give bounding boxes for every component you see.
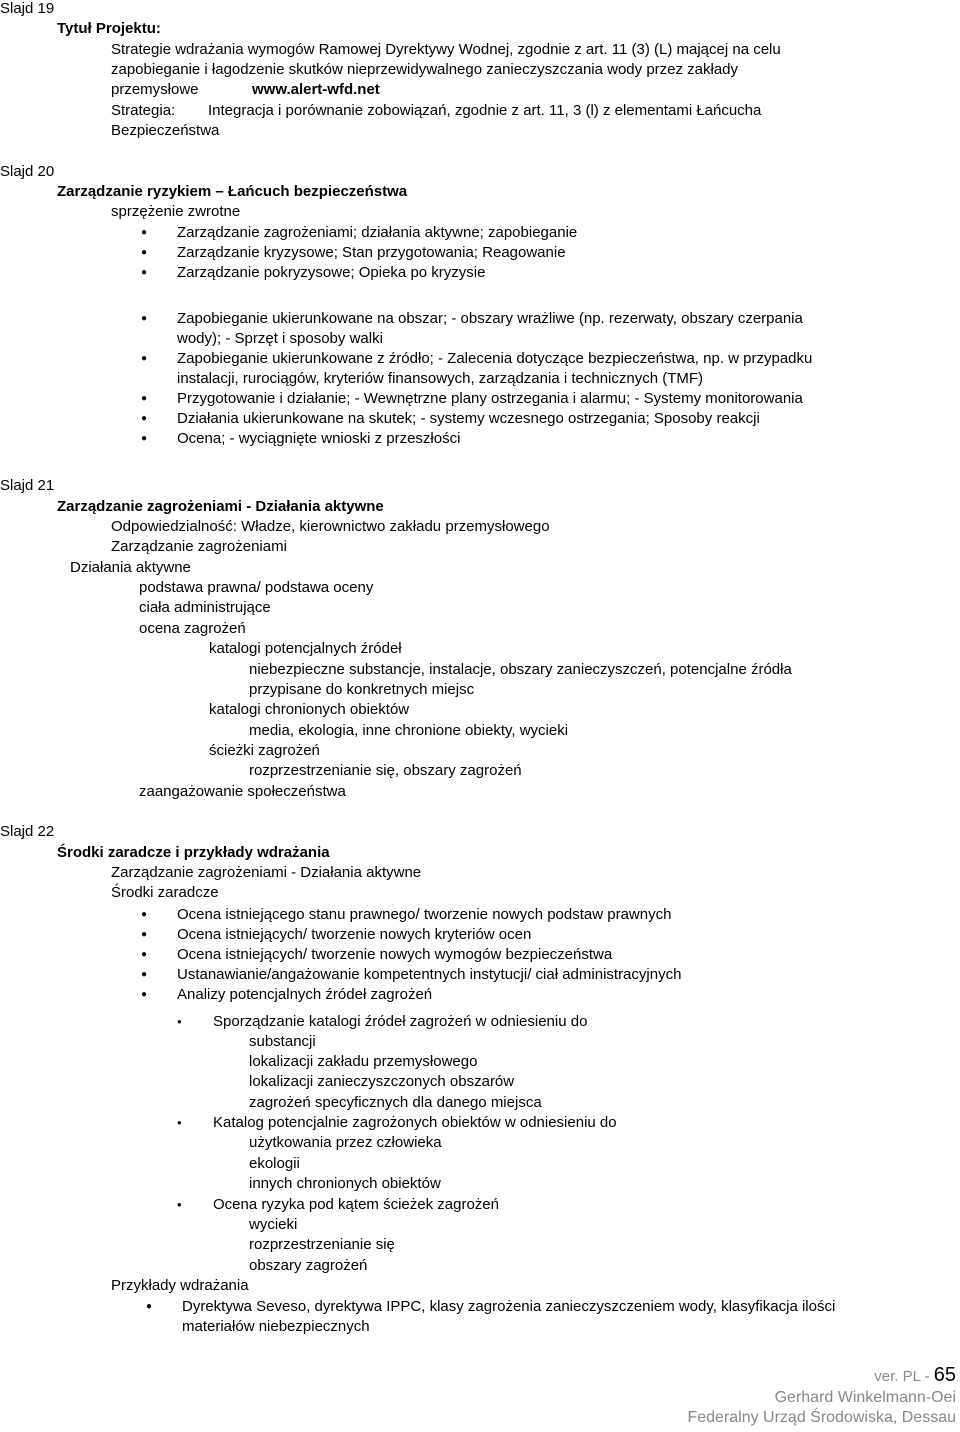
list-item: ● Ocena istniejących/ tworzenie nowych wymogów bezpieczeństwa [177,945,681,965]
list-item: ● Zarządzanie zagrożeniami; działania aktywne; zapobieganie [177,223,577,243]
slide-22-sub-2: Środki zaradcze [111,884,219,901]
page-number: 65 [933,1364,956,1386]
management-list [177,223,577,283]
slide-22-label: Slajd 22 [0,823,55,840]
protected-catalogs-line: katalogi chronionych obiektów [209,701,410,718]
hazard-assessment-line: ocena zagrożeń [139,620,246,637]
list-item: ● Zapobieganie ukierunkowane z źródło; - Zalecenia dotyczące bezpieczeństwa, np. w przypadku [177,349,812,369]
sub-a-line: zagrożeń specyficznych dla danego miejsca [249,1094,542,1111]
public-involvement-line: zaangażowanie społeczeństwa [139,783,346,800]
sub-b-line: ekologii [249,1155,300,1172]
footer-author: Gerhard Winkelmann-Oei [774,1389,956,1406]
project-url[interactable]: www.alert-wfd.net [252,81,380,98]
sub-c-list [213,1195,499,1215]
hazard-mgmt-line: Zarządzanie zagrożeniami [111,538,287,555]
source-catalogs-detail-2: przypisane do konkretnych miejsc [249,681,475,698]
legal-basis-line: podstawa prawna/ podstawa oceny [139,579,374,596]
sub-a-line: lokalizacji zanieczyszczonych obszarów [249,1073,515,1090]
list-item: ● Ustanawianie/angażowanie kompetentnych instytucji/ ciał administracyjnych [177,965,681,985]
sub-b-line: innych chronionych obiektów [249,1175,441,1192]
slide-22-sub-1: Zarządzanie zagrożeniami - Działania aktywne [111,864,422,881]
sub-c-line: obszary zagrożeń [249,1257,368,1274]
sub-a-line: substancji [249,1033,316,1050]
list-item: ● Przygotowanie i działanie; - Wewnętrzne plany ostrzegania i alarmu; - Systemy monitorowania [177,389,812,409]
list-item: ● Zapobieganie ukierunkowane na obszar; - obszary wrażliwe (np. rezerwaty, obszary czerpania [177,309,812,329]
footer-org: Federalny Urząd Środowiska, Dessau [687,1409,956,1426]
active-actions-line: Działania aktywne [70,559,191,576]
project-title-line-3: przemysłowe [111,81,199,98]
slide-22-heading: Środki zaradcze i przykłady wdrażania [57,844,330,861]
feedback-label: sprzężenie zwrotne [111,203,241,220]
sub-c-line: rozprzestrzenianie się [249,1236,395,1253]
slide-20-label: Slajd 20 [0,163,55,180]
list-item: • Katalog potencjalnie zagrożonych obiektów w odniesieniu do [213,1113,617,1133]
prevention-list [177,309,812,449]
sub-c-line: wycieki [249,1216,298,1233]
examples-label: Przykłady wdrażania [111,1277,249,1294]
project-title-line-2: zapobieganie i łagodzenie skutków nieprzewidywalnego zanieczyszczania wody przez zakłady [111,61,739,78]
protected-catalogs-detail: media, ekologia, inne chronione obiekty, wycieki [249,722,569,739]
list-item-cont: instalacji, rurociągów, kryteriów finansowych, zarządzania i technicznych (TMF) [177,370,704,387]
list-item: ● Ocena istniejącego stanu prawnego/ tworzenie nowych podstaw prawnych [177,905,681,925]
sub-b-list [213,1113,617,1133]
sub-a-list [213,1012,587,1032]
list-item: • Ocena ryzyka pod kątem ścieżek zagrożeń [213,1195,499,1215]
source-catalogs-line: katalogi potencjalnych źródeł [209,640,402,657]
list-item-cont: materiałów niebezpiecznych [182,1318,370,1335]
sub-a-line: lokalizacji zakładu przemysłowego [249,1053,478,1070]
sub-b-line: użytkowania przez człowieka [249,1134,442,1151]
list-item: ● Działania ukierunkowane na skutek; - systemy wczesnego ostrzegania; Sposoby reakcji [177,409,812,429]
project-title-line-1: Strategie wdrażania wymogów Ramowej Dyrektywy Wodnej, zgodnie z art. 11 (3) (L) mającej na celu [111,41,781,58]
list-item: ● Dyrektywa Seveso, dyrektywa IPPC, klasy zagrożenia zanieczyszczeniem wody, klasyfikacja ilości [182,1297,835,1317]
list-item: ● Ocena istniejących/ tworzenie nowych kryteriów ocen [177,925,681,945]
admin-bodies-line: ciała administrujące [139,599,271,616]
slide-20-heading: Zarządzanie ryzykiem – Łańcuch bezpieczeństwa [57,183,408,200]
list-item: ● Zarządzanie pokryzysowe; Opieka po kryzysie [177,263,577,283]
slide-21-heading: Zarządzanie zagrożeniami - Działania aktywne [57,498,384,515]
slide-19-label: Slajd 19 [0,0,55,17]
hazard-paths-detail: rozprzestrzenianie się, obszary zagrożeń [249,762,522,779]
slide-21-label: Slajd 21 [0,477,55,494]
list-item-cont: wody); - Sprzęt i sposoby walki [177,330,383,347]
slide-19-heading: Tytuł Projektu: [57,20,161,37]
hazard-paths-line: ścieżki zagrożeń [209,742,320,759]
strategy-text: Integracja i porównanie zobowiązań, zgodnie z art. 11, 3 (l) z elementami Łańcucha [208,102,762,119]
list-item: • Sporządzanie katalogi źródeł zagrożeń w odniesieniu do [213,1012,587,1032]
list-item: ● Zarządzanie kryzysowe; Stan przygotowania; Reagowanie [177,243,577,263]
list-item: ● Ocena; - wyciągnięte wnioski z przeszłości [177,429,812,449]
strategy-text-2: Bezpieczeństwa [111,122,220,139]
examples-list [182,1297,835,1337]
footer-version: ver. PL - 65 [874,1364,956,1386]
responsibility-line: Odpowiedzialność: Władze, kierownictwo zakładu przemysłowego [111,518,550,535]
strategy-label: Strategia: [111,102,176,119]
source-catalogs-detail-1: niebezpieczne substancje, instalacje, obszary zanieczyszczeń, potencjalne źródła [249,661,792,678]
list-item: ● Analizy potencjalnych źródeł zagrożeń [177,985,681,1005]
measures-list [177,905,681,1005]
